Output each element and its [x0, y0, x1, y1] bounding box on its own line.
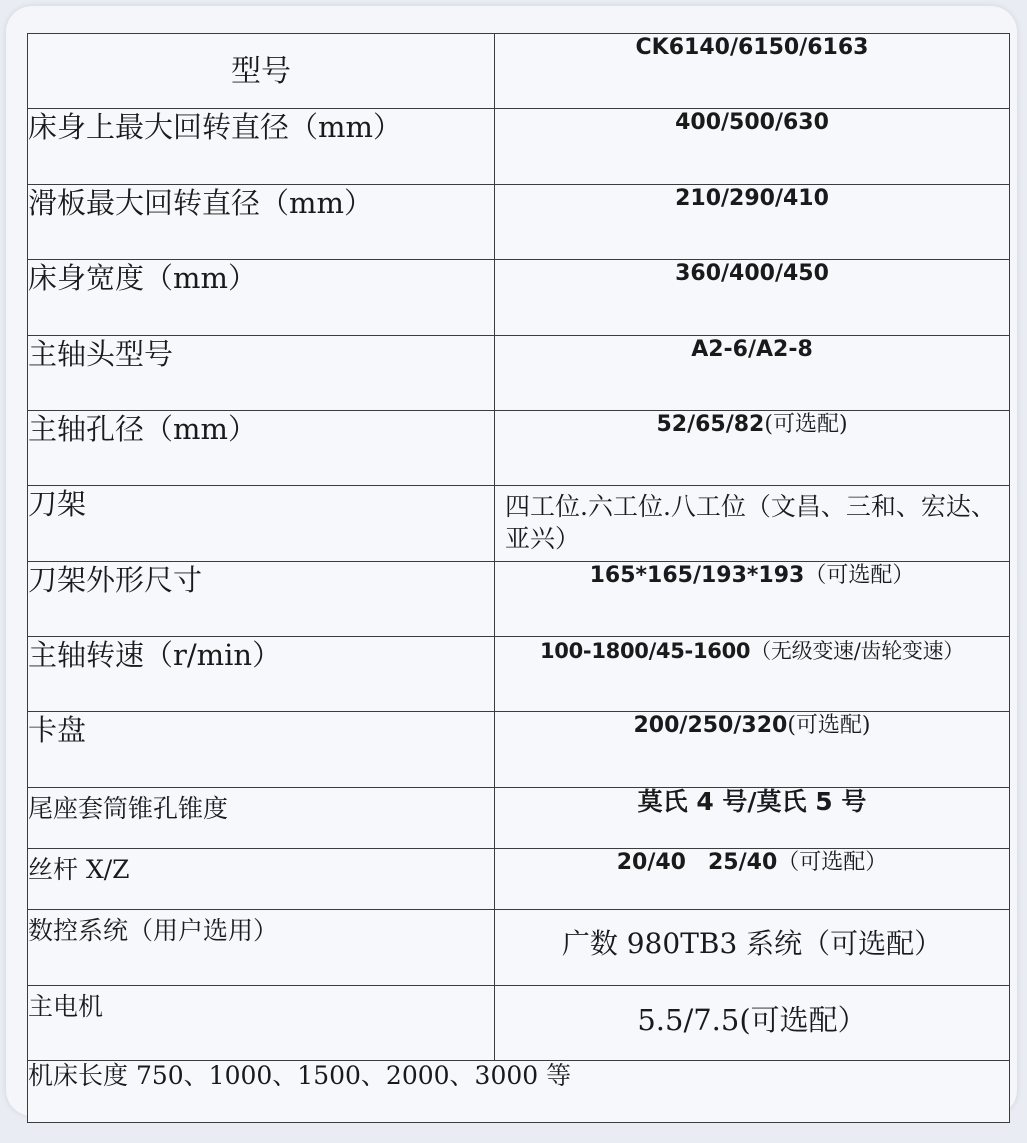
row-value: 400/500/630 [495, 109, 1010, 185]
footer-note: 机床长度 750、1000、1500、2000、3000 等 [28, 1061, 1010, 1123]
row-label: 尾座套筒锥孔锥度 [28, 788, 495, 849]
table-row [28, 788, 1010, 849]
spec-sheet [6, 6, 1017, 1116]
table-row [28, 336, 1010, 411]
value-note: （可选配） [777, 850, 888, 875]
row-label: 卡盘 [28, 712, 495, 788]
row-label: 主电机 [28, 986, 495, 1061]
row-value: 莫氏 4 号/莫氏 5 号 [495, 788, 1010, 849]
value-note: (可选配) [787, 713, 871, 738]
table-row [28, 849, 1010, 910]
value-note: （无级变速/齿轮变速） [750, 639, 965, 663]
table-row [28, 260, 1010, 336]
value-number: 52/65/82 [656, 412, 765, 437]
table-row [28, 712, 1010, 788]
table-row [28, 562, 1010, 637]
row-value: CK6140/6150/6163 [495, 34, 1010, 109]
row-label: 主轴头型号 [28, 336, 495, 411]
value-note: （可选配） [804, 563, 915, 588]
table-row [28, 185, 1010, 260]
value-number: 200/250/320 [633, 713, 788, 738]
row-value [495, 712, 1010, 788]
row-value: 210/290/410 [495, 185, 1010, 260]
row-value: A2-6/A2-8 [495, 336, 1010, 411]
value-number: 165*165/193*193 [589, 563, 805, 588]
row-label: 数控系统（用户选用） [28, 910, 495, 986]
value-number: 100-1800/45-1600 [539, 639, 751, 663]
row-label: 刀架外形尺寸 [28, 562, 495, 637]
row-value [495, 849, 1010, 910]
table-row [28, 486, 1010, 562]
row-label: 刀架 [28, 486, 495, 562]
row-value [495, 562, 1010, 637]
row-label: 床身宽度（mm） [28, 260, 495, 336]
row-label: 主轴孔径（mm） [28, 411, 495, 486]
value-number: 20/40 25/40 [616, 850, 778, 875]
row-label: 床身上最大回转直径（mm） [28, 109, 495, 185]
row-label: 滑板最大回转直径（mm） [28, 185, 495, 260]
table-row [28, 637, 1010, 712]
value-note: (可选配) [764, 412, 848, 437]
row-value: 广数 980TB3 系统（可选配） [495, 910, 1010, 986]
table-row [28, 910, 1010, 986]
table-row [28, 109, 1010, 185]
row-value [495, 411, 1010, 486]
row-label: 型号 [28, 34, 495, 109]
spec-table [27, 33, 1010, 1123]
row-value: 四工位.六工位.八工位（文昌、三和、宏达、亚兴） [495, 486, 1010, 562]
row-value: 360/400/450 [495, 260, 1010, 336]
table-row [28, 1061, 1010, 1123]
row-label: 主轴转速（r/min） [28, 637, 495, 712]
row-value [495, 637, 1010, 712]
table-row [28, 411, 1010, 486]
table-row [28, 34, 1010, 109]
row-label: 丝杆 X/Z [28, 849, 495, 910]
table-row [28, 986, 1010, 1061]
row-value: 5.5/7.5(可选配） [495, 986, 1010, 1061]
